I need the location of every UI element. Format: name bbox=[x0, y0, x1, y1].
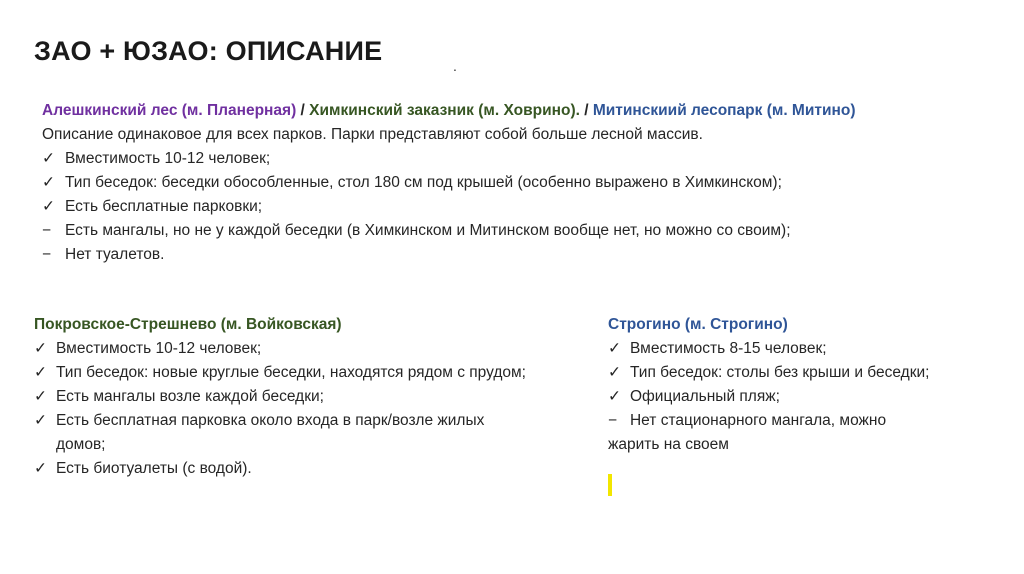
list-item: ✓ Вместимость 10-12 человек; bbox=[42, 147, 1002, 171]
check-icon: ✓ bbox=[42, 174, 55, 191]
forest-parks-block bbox=[42, 99, 1002, 267]
list-item: − Нет стационарного мангала, можно жарить на своем bbox=[608, 412, 887, 453]
dash-icon: − bbox=[42, 246, 52, 263]
park-name-khimkinsky: Химкинский заказник (м. Ховрино). bbox=[309, 102, 580, 119]
list-item: ✓ Вместимость 8-15 человек; bbox=[608, 337, 938, 361]
check-icon: ✓ bbox=[608, 364, 621, 381]
stray-dot: . bbox=[453, 58, 457, 74]
pokrovskoe-block bbox=[34, 313, 534, 481]
strogino-block bbox=[608, 313, 938, 457]
park-name-aleshkinsky: Алешкинский лес (м. Планерная) bbox=[42, 102, 297, 119]
list-item: ✓ Тип беседок: столы без крыши и беседки; bbox=[608, 361, 938, 385]
list-item: ✓ Вместимость 10-12 человек; bbox=[34, 337, 534, 361]
separator: / bbox=[579, 102, 593, 119]
park-name-pokrovskoe: Покровское-Стрешнево (м. Войковская) bbox=[34, 316, 342, 333]
check-icon: ✓ bbox=[42, 150, 55, 167]
check-icon: ✓ bbox=[42, 198, 55, 215]
check-icon: ✓ bbox=[34, 364, 47, 381]
parks-description: Описание одинаковое для всех парков. Парки представляют собой больше лесной массив. bbox=[42, 126, 703, 143]
list-item: ✓ Есть бесплатная парковка около входа в парк/возле жилых домов; bbox=[34, 409, 534, 457]
parks-header-line bbox=[42, 99, 1002, 123]
list-item: ✓ Официальный пляж; bbox=[608, 385, 938, 409]
slide-title: ЗАО + ЮЗАО: ОПИСАНИЕ bbox=[34, 36, 383, 66]
list-item: ✓ Тип беседок: беседки обособленные, стол 180 см под крышей (особенно выражено в Химкинском); bbox=[42, 171, 1002, 195]
park-name-mitinsky: Митинскиий лесопарк (м. Митино) bbox=[592, 102, 856, 119]
list-item: ✓ Есть биотуалеты (с водой). bbox=[34, 457, 534, 481]
list-item: ✓ Есть мангалы возле каждой беседки; bbox=[34, 385, 534, 409]
check-icon: ✓ bbox=[34, 412, 47, 429]
check-icon: ✓ bbox=[608, 340, 621, 357]
dash-icon: − bbox=[608, 412, 618, 429]
separator: / bbox=[296, 102, 310, 119]
text-cursor-highlight bbox=[608, 474, 612, 496]
check-icon: ✓ bbox=[34, 388, 47, 405]
park-name-strogino: Строгино (м. Строгино) bbox=[608, 316, 788, 333]
list-item: − Есть мангалы, но не у каждой беседки (в Химкинском и Митинском вообще нет, но можно со своим); bbox=[42, 219, 1002, 243]
check-icon: ✓ bbox=[608, 388, 621, 405]
list-item: ✓ Есть бесплатные парковки; bbox=[42, 195, 1002, 219]
list-item: ✓ Тип беседок: новые круглые беседки, находятся рядом с прудом; bbox=[34, 361, 534, 385]
list-item: − Нет туалетов. bbox=[42, 243, 1002, 267]
check-icon: ✓ bbox=[34, 460, 47, 477]
check-icon: ✓ bbox=[34, 340, 47, 357]
dash-icon: − bbox=[42, 222, 52, 239]
